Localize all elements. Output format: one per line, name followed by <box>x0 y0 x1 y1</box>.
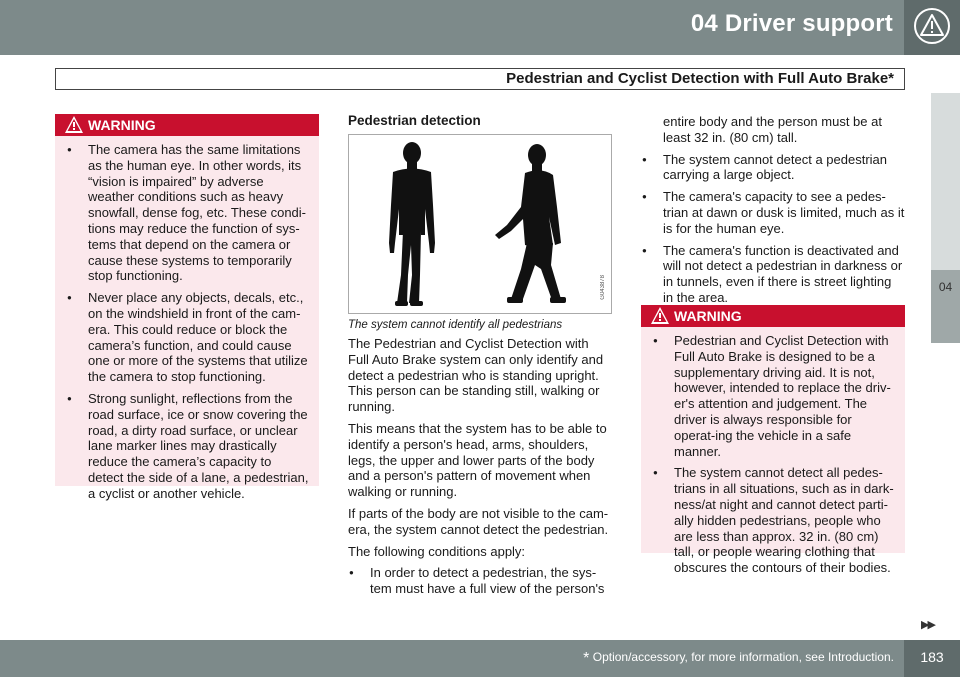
section-subheading: Pedestrian detection <box>348 113 481 128</box>
list-item: ● The camera's function is deactivated and will not detect a pedestrian in darkness or in tunnels, even if there is street lighting in the area. <box>663 243 905 306</box>
footnote-text: Option/accessory, for more information, see Introduction. <box>589 650 894 664</box>
pedestrian-figure <box>348 134 612 314</box>
warning-item: ● Strong sunlight, reflections from the road surface, ice or snow covering the road, a dirty road surface, or unclear lane marker lines may drastically reduce the camera’s capacity to detect the side of a lane, a pedestrian, a cyclist or another vehicle. <box>88 391 309 502</box>
main-column <box>348 113 612 601</box>
standing-person-silhouette <box>389 142 435 306</box>
warning-box-right <box>641 305 905 576</box>
paragraph: If parts of the body are not visible to the cam-era, the system cannot detect the pedestrian. <box>348 505 609 537</box>
list-item: ● The system cannot detect a pedestrian carrying a large object. <box>663 152 905 184</box>
footnote <box>583 650 894 668</box>
warning-triangle-icon <box>913 7 951 45</box>
figure-code: G043878 <box>600 275 606 300</box>
walking-person-silhouette <box>495 144 566 303</box>
warning-item: ● Never place any objects, decals, etc., on the windshield in front of the cam-era. This could reduce or block the camera’s function, and could cause one or more of the systems that utilize the camera to stop functioning. <box>88 290 309 385</box>
double-chevron-right-icon[interactable]: ▶▶ <box>921 619 934 631</box>
conditions-list <box>348 565 612 597</box>
list-item: ● The camera's capacity to see a pedes-trian at dawn or dusk is limited, much as it is for the human eye. <box>663 189 905 236</box>
warning-list <box>641 327 905 588</box>
footnote-star: * <box>583 650 590 667</box>
warning-triangle-icon <box>64 115 84 134</box>
paragraph: The Pedestrian and Cyclist Detection with Full Auto Brake system can only identify and detect a pedestrian who is standing upright. This person can be standing still, walking or running. <box>348 336 604 415</box>
paragraph: This means that the system has to be able to identify a person's head, arms, shoulders, legs, the upper and lower parts of the body and a person's pattern of movement when walking or running. <box>348 420 607 500</box>
warning-list <box>55 136 319 514</box>
chapter-side-tab-label: 04 <box>938 280 953 294</box>
warning-title: WARNING <box>88 117 156 133</box>
conditions-list-continued <box>641 114 905 306</box>
page-footer <box>0 640 960 677</box>
warning-item: ● Pedestrian and Cyclist Detection with Full Auto Brake is designed to be a supplementary driving aid. It is not, however, intended to replace the driv-er's attention and judgement. The driver is always responsible for operat-ing the vehicle in a safe manner. <box>674 333 895 459</box>
section-title: Pedestrian and Cyclist Detection with Full Auto Brake* <box>506 70 894 87</box>
warning-box-left <box>55 114 319 501</box>
warning-header <box>55 114 319 136</box>
page-header <box>0 0 960 55</box>
page-number: 183 <box>904 640 960 677</box>
chapter-icon-box <box>904 0 960 55</box>
warning-item: ● The system cannot detect all pedes-trians in all situations, such as in dark-ness/at night and cannot detect parti-ally hidden pedestrians, people who are less than approx. 32 in. (80 cm) tall, or people wearing clothing that obscures the contours of their bodies. <box>674 465 895 576</box>
right-column <box>641 114 905 312</box>
list-item-continued: entire body and the person must be at least 32 in. (80 cm) tall. <box>663 114 882 145</box>
list-item: ● In order to detect a pedestrian, the sys-tem must have a full view of the person's <box>370 565 612 597</box>
pedestrian-silhouettes-illustration <box>349 135 611 313</box>
chapter-title: 04 Driver support <box>690 10 893 37</box>
warning-header <box>641 305 905 327</box>
warning-item: ● The camera has the same limitations as the human eye. In other words, its “vision is impaired” by adverse weather conditions such as heavy snowfall, dense fog, etc. These condi-tions may reduce the function of sys-tems that depend on the camera or cause these systems to temporarily stop functioning. <box>88 142 309 284</box>
figure-caption: The system cannot identify all pedestrians <box>348 319 563 331</box>
section-title-bar <box>55 68 905 90</box>
paragraph: The following conditions apply: <box>348 543 526 559</box>
warning-title: WARNING <box>674 308 742 324</box>
warning-triangle-icon <box>650 306 670 325</box>
